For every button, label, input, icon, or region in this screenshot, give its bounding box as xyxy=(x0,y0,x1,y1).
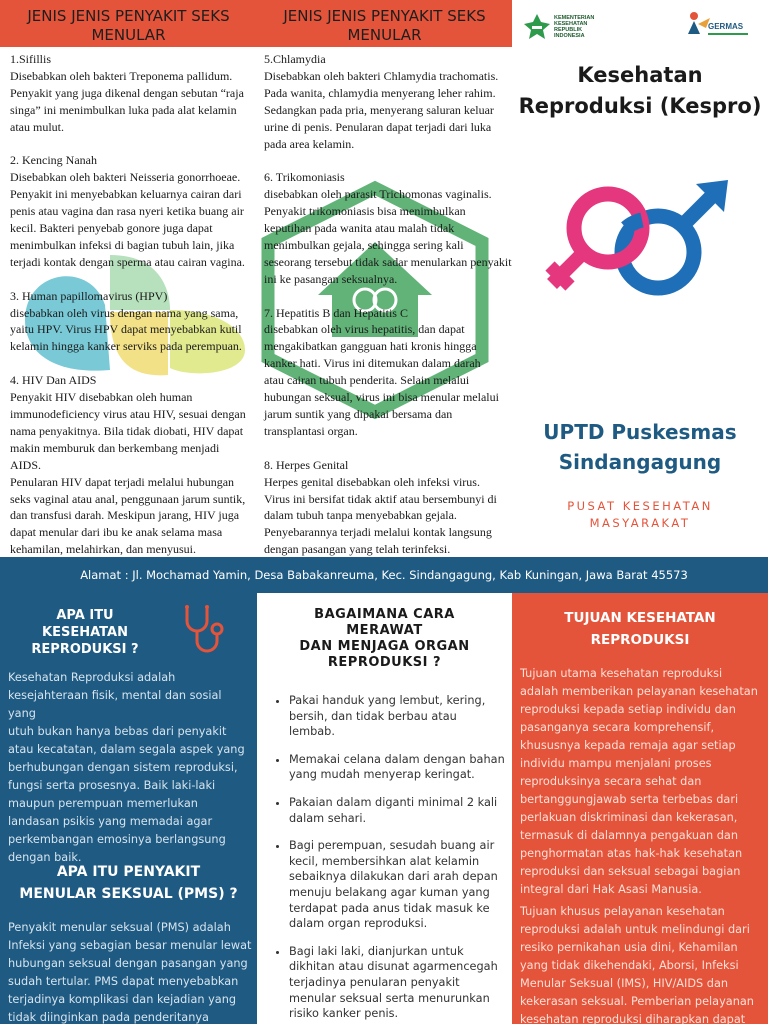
disease-hiv-aids: 4. HIV Dan AIDS Penyakit HIV disebabkan oleh human immunodeficiency virus atau HIV, sesuai dengan nama penyakitnya. Bila tidak diobati, HIV dapat makin memburuk dan berkembang menjadi AIDS. Penularan HIV dapat terjadi melalui hubungan seks vaginal atau anal, penggunaan jarum suntik, dan transfusi darah. Meskipun jarang, HIV juga dapat menular dari ibu ke anak selama masa kehamilan, melahirkan, dan menyusui. xyxy=(10,372,255,558)
heading-cara-merawat: BAGAIMANA CARA MERAWAT DAN MENJAGA ORGAN REPRODUKSI ? xyxy=(299,607,470,670)
germas-logo xyxy=(680,10,760,46)
gender-symbols-icon xyxy=(530,170,750,320)
heading-apa-itu-pms: APA ITU PENYAKIT MENULAR SEKSUAL (PMS) ? xyxy=(19,864,238,902)
cover-title: Kesehatan Reproduksi (Kespro) xyxy=(518,63,762,118)
germas-logo-underline xyxy=(708,33,748,35)
disease-title: 3. Human papillomavirus (HPV) xyxy=(10,288,168,303)
kemenkes-logo-text: KEMENTERIAN KESEHATAN REPUBLIK INDONESIA xyxy=(554,15,595,39)
heading-apa-itu-kespro: APA ITU KESEHATAN REPRODUKSI ? xyxy=(31,608,139,657)
list-item: • Bagi laki laki, dianjurkan untuk dikhitan atau disunat agarmencegah terjadinya penularan penyakit menular seksual serta menurunkan risiko kanker penis. xyxy=(289,944,511,1022)
list-item: • Pakai handuk yang lembut, kering, bersih, dan tidak berbau atau lembab. xyxy=(289,693,511,740)
disease-hpv: 3. Human papillomavirus (HPV) disebabkan oleh virus dengan nama yang sama, yaitu HPV. Virus HPV dapat menyebabkan kutil kelamin hingga kanker serviks pada perempuan. xyxy=(10,288,255,356)
tujuan-umum-text: Tujuan utama kesehatan reproduksi adalah memberikan pelayanan kesehatan reproduksi kepada setiap individu dan pasanganya secara komprehensif, khususnya kepada remaja agar setiap individu mampu menjalani proses reproduksinya secara sehat dan bertanggungjawab serta terbebas dari perlakuan diskriminasi dan kekerasan, termasuk di dalamnya pengakuan dan penghormatan atas hak-hak kesehatan reproduksi dan seksual sebagai bagian integral dari Hak Asasi Manusia. xyxy=(520,667,758,896)
disease-title: 7. Hepatitis B dan Hepatitis C xyxy=(264,305,408,320)
list-item: • Memakai celana dalam dengan bahan yang mudah menyerap keringat. xyxy=(289,752,511,783)
disease-title: 5.Chlamydia xyxy=(264,52,326,66)
care-list xyxy=(271,693,511,1022)
disease-title: 8. Herpes Genital xyxy=(264,457,349,472)
panel-cara-merawat xyxy=(257,593,512,1024)
stethoscope-icon xyxy=(175,601,235,661)
list-item: • Bagi perempuan, sesudah buang air kecil, membersihkan alat kelamin sebaiknya dilakukan dari arah depan menuju belakang agar kuman yang terdapat pada anus tidak masuk ke dalam organ reproduksi. xyxy=(289,838,511,932)
header-left-banner xyxy=(0,0,257,47)
disease-trikomoniasis: 6. Trikomoniasis disebabkan oleh parasit Trichomonas vaginalis. Penyakit trikomoniasis bisa menimbulkan keputihan pada wanita atau malah tidak menimbulkan gejala, sehingga sering kali seseorang tersebut tidak sadar menularkan penyakit ini ke pasangan seksualnya. xyxy=(264,170,512,286)
kemenkes-logo xyxy=(520,8,600,48)
panel-tujuan-kespro xyxy=(512,593,768,1024)
germas-logo-text: GERMAS xyxy=(708,22,744,31)
address-band xyxy=(0,557,768,593)
kemenkes-logo-icon xyxy=(522,12,552,42)
disease-hepatitis: 7. Hepatitis B dan Hepatitis C disebabkan oleh virus hepatitis, dan dapat mengakibatkan gangguan hati kronis hingga kanker hati. Virus ini ditemukan dalam darah atau cairan tubuh penderita. Selain melalui hubungan seksual, virus ini bisa menular melalui jarum suntik yang dipakai bersama dan transplantasi organ. xyxy=(264,305,512,440)
disease-title: 6. Trikomoniasis xyxy=(264,170,345,185)
heading-tujuan-kespro: TUJUAN KESEHATAN REPRODUKSI xyxy=(564,610,716,648)
disease-sifilis: 1.Sifillis Disebabkan oleh bakteri Treponema pallidum. Penyakit yang juga dikenal dengan sebutan “raja singa” ini menimbulkan luka pada alat kelamin atau mulut. xyxy=(10,51,255,136)
disease-herpes: 8. Herpes Genital Herpes genital disebabkan oleh infeksi virus. Virus ini bersifat tidak aktif atau bersembunyi di dalam tubuh tanpa menyebabkan gejala. Penyebarannya terjadi melalui kontak langsung dengan pasangan yang telah terinfeksi. xyxy=(264,457,512,558)
address-text: Alamat : Jl. Mochamad Yamin, Desa Babakanreuma, Kec. Sindangagung, Kab Kuningan, Jawa Barat 45573 xyxy=(80,568,688,582)
kespro-definition-text: Kesehatan Reproduksi adalah kesejahteraan fisik, mental dan sosial yang utuh bukan hanya bebas dari penyakit atau kecatatan, dalam segala aspek yang berhubungan dengan sistem reproduksi, fungsi serta prosesnya. Baik laki-laki maupun perempuan memerlukan landasan psikis yang memadai agar perkembangan emosinya berlangsung dengan baik. xyxy=(8,671,245,864)
cover-org-subtitle: PUSAT KESEHATAN MASYARAKAT xyxy=(567,499,713,530)
disease-kencing-nanah: 2. Kencing Nanah Disebabkan oleh bakteri Neisseria gonorrhoeae. Penyakit ini menyebabkan keluarnya cairan dari penis atau vagina dan rasa nyeri ketika buang air kecil. Bakteri penyebab gonore juga dapat menimbulkan infeksi di bagian tubuh lain, jika terjadi kontak dengan sperma atau cairan vagina. xyxy=(10,152,255,270)
disease-title: 1.Sifillis xyxy=(10,52,52,66)
list-item: • Pakaian dalam diganti minimal 2 kali dalam sehari. xyxy=(289,795,511,826)
col2-text xyxy=(264,51,512,575)
tujuan-khusus-text: Tujuan khusus pelayanan kesehatan reproduksi adalah untuk melindungi dari resiko pernikahan usia dini, Kehamilan yang tidak dikehendaki, Aborsi, Infeksi Menular Seksual (IMS), HIV/AIDS dan kekerasan seksual. Pemberian pelayanan kesehatan reproduksi diharapkan dapat xyxy=(520,905,754,1024)
pms-definition-text: Penyakit menular seksual (PMS) adalah Infeksi yang sebagian besar menular lewat hubungan seksual dengan pasangan yang sudah tertular. PMS dapat menyebabkan terjadinya komplikasi dan kejadian yang tidak diinginkan pada penderitanya xyxy=(8,921,252,1024)
disease-title: 2. Kencing Nanah xyxy=(10,153,97,168)
disease-chlamydia: 5.Chlamydia Disebabkan oleh bakteri Chlamydia trachomatis. Pada wanita, chlamydia menyerang leher rahim. Sedangkan pada pria, menyerang saluran keluar urine di penis. Penularan dapat terjadi dari luka pada area kelamin. xyxy=(264,51,512,152)
disease-title: 4. HIV Dan AIDS xyxy=(10,373,97,388)
header-mid-title: JENIS JENIS PENYAKIT SEKS MENULAR xyxy=(283,7,486,44)
col1-text xyxy=(10,51,255,575)
header-left-title: JENIS JENIS PENYAKIT SEKS MENULAR xyxy=(27,7,230,44)
cover-org-name: UPTD Puskesmas Sindangagung xyxy=(543,420,737,474)
header-mid-banner xyxy=(257,0,512,47)
panel-kespro-info xyxy=(0,593,257,1024)
